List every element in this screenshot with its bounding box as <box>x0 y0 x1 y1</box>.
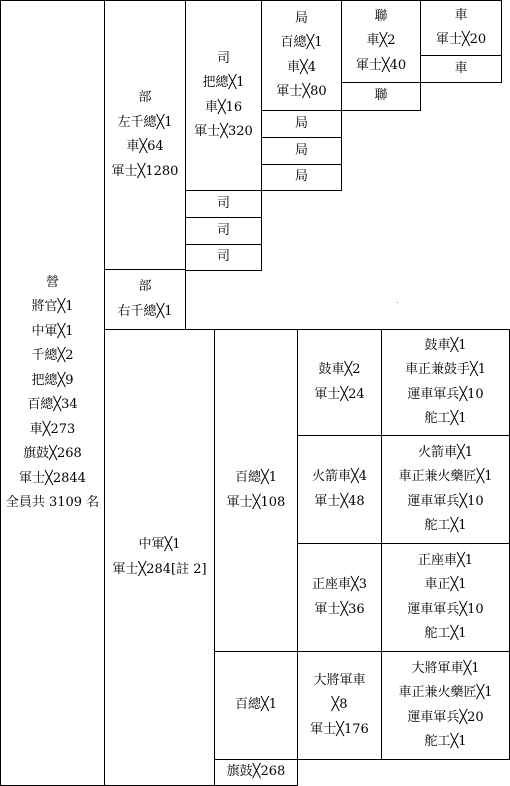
bu-left-cell <box>104 0 186 270</box>
ying-total: 全員共 3109 名 <box>5 495 100 510</box>
lian-main-cell <box>341 0 421 83</box>
ying-line: 百總╳34 <box>27 397 78 412</box>
huojian-crew-cell: 火箭車╳1 車正兼火藥匠╳1 運車軍兵╳10 舵工╳1 <box>381 435 510 544</box>
si-line: 軍士╳320 <box>194 124 253 139</box>
ju-line: 軍士╳80 <box>276 84 327 99</box>
zhongjun-line: 中軍╳1 <box>138 537 181 552</box>
si-title: 司 <box>216 50 230 66</box>
lian-title: 聯 <box>374 8 388 24</box>
che-repeat-cell: 車 <box>420 55 502 83</box>
ying-line: 千總╳2 <box>31 348 74 363</box>
stray-dot <box>397 302 398 303</box>
baizong-a-line: 百總╳1 <box>234 470 278 485</box>
ju-main-cell <box>261 0 342 111</box>
huojian-cell: 火箭車╳4 軍士╳48 <box>297 435 382 544</box>
lian-line: 軍士╳40 <box>355 57 407 73</box>
si-repeat-cell: 司 <box>185 190 262 218</box>
ying-title: 營 <box>45 274 59 290</box>
baizong-b-cell <box>214 651 298 760</box>
guche-crew-cell: 鼓車╳1 車正兼鼓手╳1 運車軍兵╳10 舵工╳1 <box>381 329 510 436</box>
bu-right-cell <box>104 269 186 330</box>
bu-left-line: 軍士╳1280 <box>111 163 179 179</box>
ying-line: 旗鼓╳268 <box>23 446 82 461</box>
ying-line: 將官╳1 <box>31 299 74 314</box>
dajiang-cell: 大將軍車 ╳8 軍士╳176 <box>297 651 382 760</box>
si-repeat-cell: 司 <box>185 244 262 271</box>
ju-repeat-cell: 局 <box>261 164 342 191</box>
bu-left-line: 左千總╳1 <box>117 114 173 130</box>
si-line: 把總╳1 <box>202 75 245 90</box>
ju-line: 百總╳1 <box>280 35 323 50</box>
baizong-b-line: 百總╳1 <box>234 697 278 713</box>
si-main-cell <box>185 0 262 191</box>
guche-cell: 鼓車╳2 軍士╳24 <box>297 329 382 436</box>
che-line: 軍士╳20 <box>435 32 487 47</box>
zhongjun-line: 軍士╳284[註 2] <box>112 561 207 577</box>
bu-left-title: 部 <box>138 90 152 105</box>
ju-repeat-cell: 局 <box>261 137 342 165</box>
bu-right-title: 部 <box>138 279 152 294</box>
baizong-a-line: 軍士╳108 <box>226 494 286 510</box>
zhongjun-cell <box>104 329 215 786</box>
qigu-cell <box>214 759 298 786</box>
zhengzuo-crew-cell: 正座車╳1 車正╳1 運車軍兵╳10 舵工╳1 <box>381 543 510 652</box>
ying-line: 把總╳9 <box>31 372 74 388</box>
lian-repeat-cell: 聯 <box>341 82 421 111</box>
qigu-line: 旗鼓╳268 <box>226 764 286 780</box>
baizong-a-cell <box>214 329 298 652</box>
zhengzuo-cell: 正座車╳3 軍士╳36 <box>297 543 382 652</box>
ju-title: 局 <box>294 10 308 26</box>
si-line: 車╳16 <box>204 99 243 115</box>
ying-line: 車╳273 <box>29 421 76 437</box>
bu-left-line: 車╳64 <box>126 139 164 154</box>
dajiang-crew-cell: 大將軍車╳1 車正兼火藥匠╳1 運車軍兵╳20 舵工╳1 <box>381 651 510 760</box>
lian-line: 車╳2 <box>366 33 396 49</box>
ying-line: 中軍╳1 <box>31 323 74 339</box>
che-title: 車 <box>454 7 468 23</box>
che-main-cell <box>420 0 502 56</box>
ying-line: 軍士╳2844 <box>19 470 86 486</box>
bu-right-line: 右千總╳1 <box>117 303 173 319</box>
ying-cell <box>0 0 105 786</box>
ju-repeat-cell: 局 <box>261 110 342 138</box>
ju-line: 車╳4 <box>286 59 317 75</box>
si-repeat-cell: 司 <box>185 217 262 245</box>
